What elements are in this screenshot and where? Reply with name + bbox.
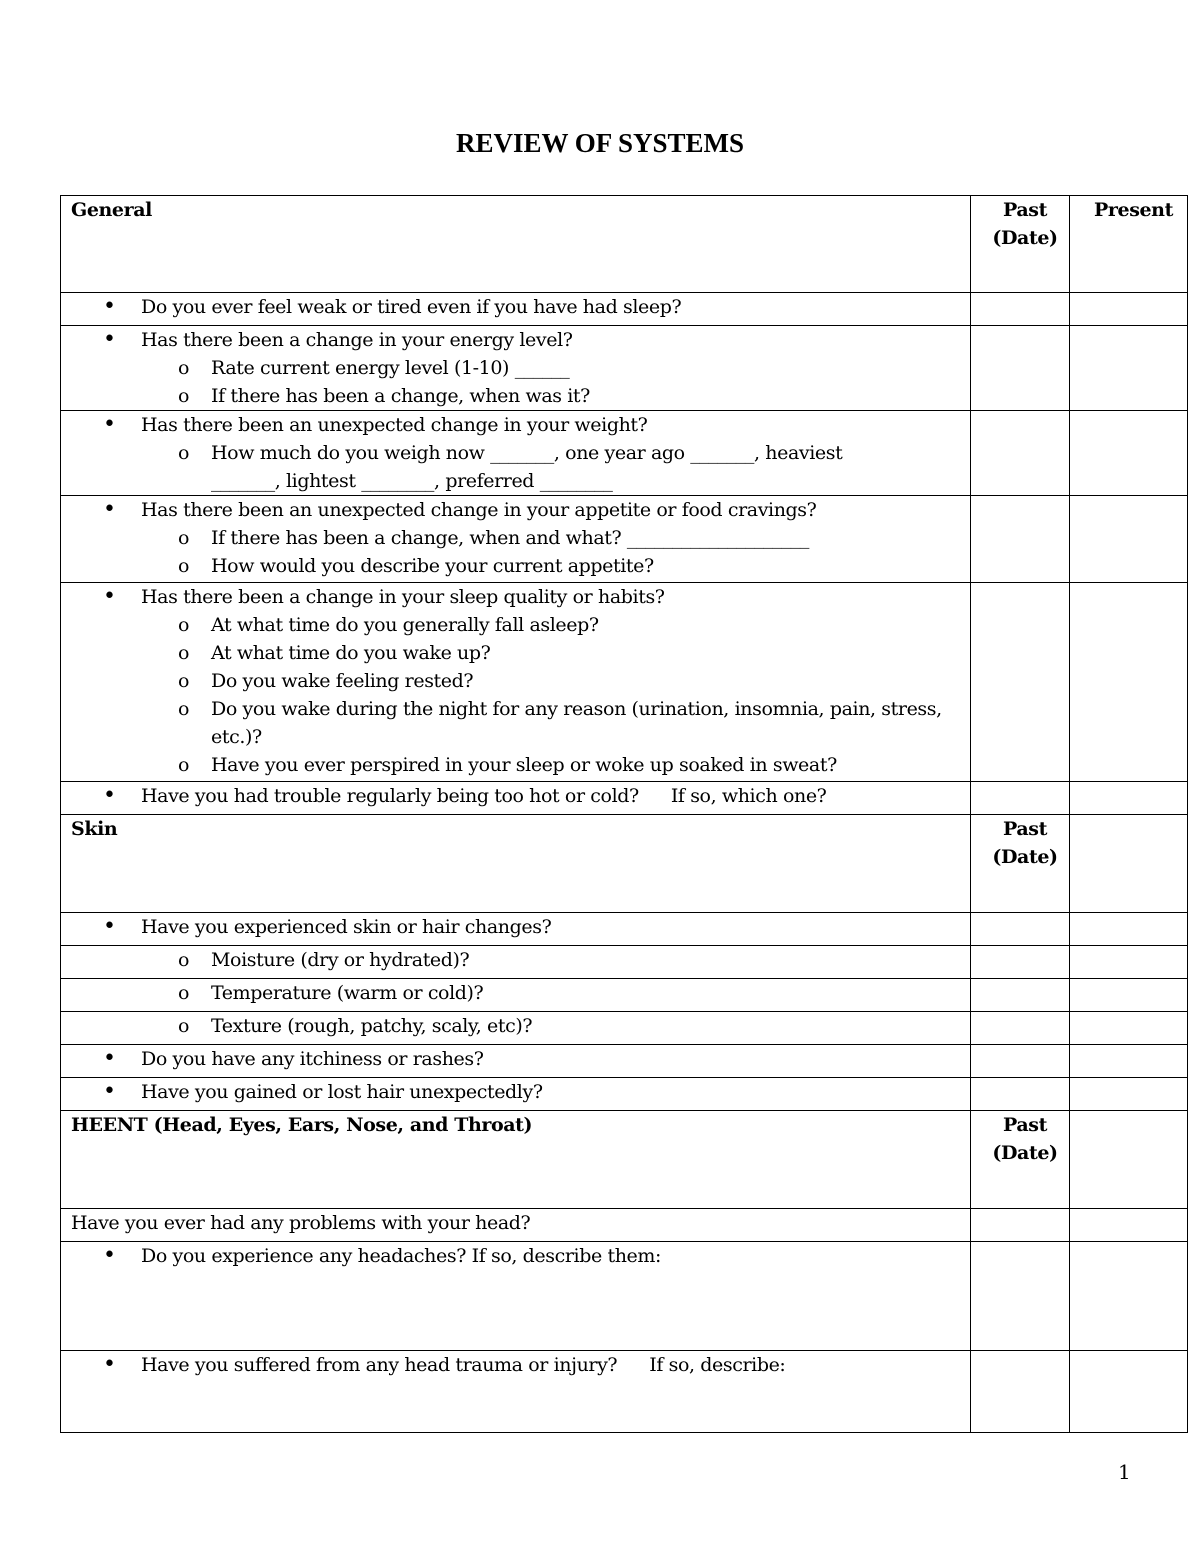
question-headaches: • Do you experience any headaches? If so, describe them: <box>71 1242 970 1270</box>
present-cell[interactable] <box>1070 815 1188 913</box>
table-row <box>61 1012 1188 1045</box>
table-row <box>61 583 1188 782</box>
subquestion-perspired: o Have you ever perspired in your sleep or woke up soaked in sweat? <box>71 751 970 779</box>
present-cell[interactable] <box>1070 1351 1188 1433</box>
question-weight-change: • Has there been an unexpected change in your weight? <box>71 411 970 439</box>
question-hair-loss: • Have you gained or lost hair unexpectedly? <box>71 1078 970 1106</box>
past-date-cell[interactable] <box>971 979 1070 1012</box>
subquestion-fall-asleep: o At what time do you generally fall asleep? <box>71 611 970 639</box>
table-row <box>61 1078 1188 1111</box>
subquestion-wake-rested: o Do you wake feeling rested? <box>71 667 970 695</box>
present-cell[interactable] <box>1070 1242 1188 1351</box>
present-cell[interactable] <box>1070 782 1188 815</box>
subquestion-texture: o Texture (rough, patchy, scaly, etc)? <box>71 1012 970 1040</box>
table-row <box>61 326 1188 411</box>
subquestion-weight-values-cont: _______, lightest ________, preferred ________ <box>211 470 613 492</box>
question-head-trauma <box>71 1351 970 1379</box>
table-row <box>61 293 1188 326</box>
subquestion-energy-when: o If there has been a change, when was it? <box>71 382 970 410</box>
section-title-skin: Skin <box>61 815 971 913</box>
question-hot-cold <box>71 782 970 810</box>
past-date-cell[interactable] <box>971 496 1070 583</box>
present-cell[interactable] <box>1070 1045 1188 1078</box>
page-number: 1 <box>1118 1460 1131 1484</box>
past-date-cell[interactable] <box>971 411 1070 496</box>
question-weak-tired: • Do you ever feel weak or tired even if you have had sleep? <box>71 293 970 321</box>
table-row <box>61 411 1188 496</box>
past-date-cell[interactable] <box>971 1078 1070 1111</box>
present-cell[interactable] <box>1070 1012 1188 1045</box>
present-cell[interactable] <box>1070 583 1188 782</box>
past-date-cell[interactable] <box>971 1045 1070 1078</box>
subquestion-wake-up: o At what time do you wake up? <box>71 639 970 667</box>
present-cell[interactable] <box>1070 979 1188 1012</box>
past-date-cell[interactable] <box>971 1242 1070 1351</box>
question-itchiness: • Do you have any itchiness or rashes? <box>71 1045 970 1073</box>
present-cell[interactable] <box>1070 326 1188 411</box>
present-cell[interactable] <box>1070 1111 1188 1209</box>
table-row <box>61 782 1188 815</box>
section-header-skin <box>61 815 1188 913</box>
question-energy-change: • Has there been a change in your energy level? <box>71 326 970 354</box>
past-date-cell[interactable] <box>971 1351 1070 1433</box>
past-date-cell[interactable] <box>971 913 1070 946</box>
subquestion-energy-rate: o Rate current energy level (1-10) ______ <box>71 354 970 382</box>
question-hot-cold-which: If so, which one? <box>670 785 827 807</box>
section-title-heent: HEENT (Head, Eyes, Ears, Nose, and Throat) <box>61 1111 971 1209</box>
table-row <box>61 1351 1188 1433</box>
past-date-cell[interactable] <box>971 1012 1070 1045</box>
page-title: REVIEW OF SYSTEMS <box>455 128 745 158</box>
table-row <box>61 979 1188 1012</box>
past-date-cell[interactable] <box>971 782 1070 815</box>
present-cell[interactable] <box>1070 1209 1188 1242</box>
table-row <box>61 1242 1188 1351</box>
question-hot-cold-text: Have you had trouble regularly being too hot or cold? <box>141 785 639 807</box>
past-date-cell[interactable] <box>971 326 1070 411</box>
section-header-general <box>61 196 1188 293</box>
table-row <box>61 496 1188 583</box>
question-head-trauma-text: Have you suffered from any head trauma or injury? <box>141 1354 618 1376</box>
section-title-general: General <box>61 196 971 293</box>
present-cell[interactable] <box>1070 946 1188 979</box>
present-header: Present <box>1070 196 1188 293</box>
question-head-problems: Have you ever had any problems with your head? <box>71 1212 531 1234</box>
table-row <box>61 1045 1188 1078</box>
review-of-systems-table <box>60 195 1188 1433</box>
table-row <box>61 1209 1188 1242</box>
question-skin-hair-changes: • Have you experienced skin or hair changes? <box>71 913 970 941</box>
past-date-cell[interactable] <box>971 583 1070 782</box>
table-row <box>61 913 1188 946</box>
subquestion-weight-values: o How much do you weigh now _______, one year ago _______, heaviest <box>71 439 970 467</box>
subquestion-temperature: o Temperature (warm or cold)? <box>71 979 970 1007</box>
subquestion-moisture: o Moisture (dry or hydrated)? <box>71 946 970 974</box>
present-cell[interactable] <box>1070 913 1188 946</box>
past-date-cell[interactable] <box>971 293 1070 326</box>
past-date-header: Past (Date) <box>971 1111 1070 1209</box>
past-date-cell[interactable] <box>971 1209 1070 1242</box>
subquestion-appetite-describe: o How would you describe your current appetite? <box>71 552 970 580</box>
present-cell[interactable] <box>1070 496 1188 583</box>
past-date-header: Past (Date) <box>971 815 1070 913</box>
present-cell[interactable] <box>1070 293 1188 326</box>
table-row <box>61 946 1188 979</box>
question-sleep-change: • Has there been a change in your sleep quality or habits? <box>71 583 970 611</box>
question-head-trauma-describe: If so, describe: <box>649 1354 786 1376</box>
past-date-header: Past (Date) <box>971 196 1070 293</box>
past-date-cell[interactable] <box>971 946 1070 979</box>
subquestion-appetite-when: o If there has been a change, when and what? ____________________ <box>71 524 970 552</box>
present-cell[interactable] <box>1070 1078 1188 1111</box>
question-appetite-change: • Has there been an unexpected change in your appetite or food cravings? <box>71 496 970 524</box>
section-header-heent <box>61 1111 1188 1209</box>
present-cell[interactable] <box>1070 411 1188 496</box>
subquestion-wake-night: o Do you wake during the night for any reason (urination, insomnia, pain, stress, etc.)? <box>71 695 970 751</box>
